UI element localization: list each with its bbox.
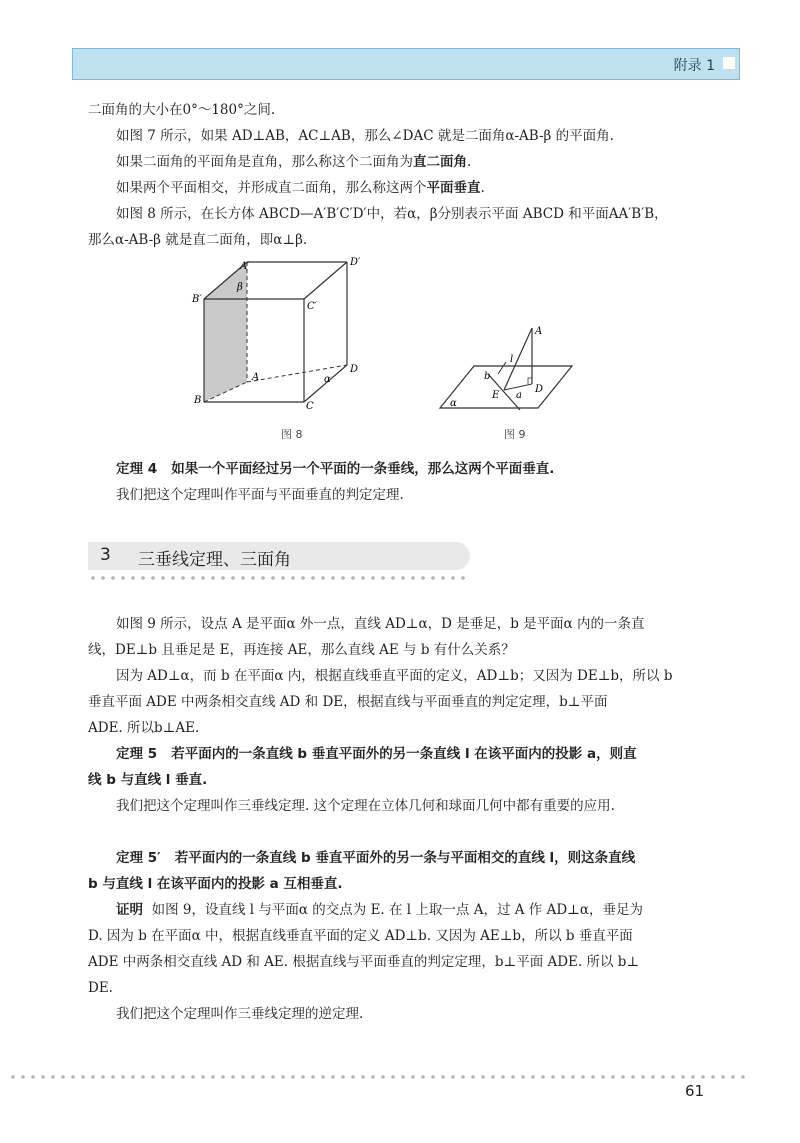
footer-dotted-rule — [8, 1074, 750, 1080]
figure-9-caption: 图 9 — [504, 428, 526, 441]
paragraph-3 — [116, 152, 471, 172]
paragraph-2: 如图 7 所示，如果 AD⊥AB，AC⊥AB，那么∠DAC 就是二面角α-AB-β 的平面角. — [116, 128, 614, 144]
term-right-dihedral: 直二面角 — [413, 154, 467, 170]
proof-text-1: 如图 9，设直线 l 与平面α 的交点为 E. 在 l 上取一点 A，过 A 作 AD⊥α，垂足为 — [151, 902, 643, 918]
theorem-4-note: 我们把这个定理叫作平面与平面垂直的判定定理. — [116, 487, 404, 503]
theorem-4-text: 如果一个平面经过另一个平面的一条垂线，那么这两个平面垂直. — [171, 461, 555, 477]
theorem-5-line-2: 线 b 与直线 l 垂直. — [88, 772, 208, 788]
theorem-5-prime-line-2: b 与直线 l 在该平面内的投影 a 互相垂直. — [88, 876, 343, 892]
body-line-4: 垂直平面 ADE 中两条相交直线 AD 和 DE，根据直线与平面垂直的判定定理，b⊥平面 — [88, 694, 608, 710]
proof-line-3: ADE 中两条相交直线 AD 和 AE. 根据直线与平面垂直的判定定理，b⊥平面 ADE. 所以 b⊥ — [88, 954, 640, 970]
theorem-5-prime-line-1 — [116, 848, 635, 868]
paragraph-5: 如图 8 所示，在长方体 ABCD—A′B′C′D′中，若α，β分别表示平面 ABCD 和平面AA′B′B， — [116, 206, 668, 222]
term-planes-perpendicular: 平面垂直 — [426, 180, 481, 196]
body-line-2: 线，DE⊥b 且垂足是 E，再连接 AE，那么直线 AE 与 b 有什么关系？ — [88, 642, 515, 658]
theorem-4-label: 定理 4 — [116, 461, 158, 477]
body-line-5: ADE. 所以b⊥AE. — [88, 720, 200, 736]
theorem-4 — [116, 459, 554, 479]
label-a: A — [252, 372, 260, 383]
label-b: B — [194, 395, 202, 406]
label-A: A — [535, 326, 543, 337]
figure-9-plane — [438, 322, 578, 414]
label-beta: β — [237, 282, 243, 293]
body-line-1: 如图 9 所示，设点 A 是平面α 外一点，直线 AD⊥α，D 是垂足，b 是平面α 内的一条直 — [116, 616, 645, 632]
page-header-bar — [72, 48, 740, 80]
paragraph-6: 那么α-AB-β 就是直二面角，即α⊥β. — [88, 232, 308, 248]
theorem-5-line-1 — [116, 744, 637, 764]
label-a-line: a — [516, 390, 522, 401]
theorem-5-note: 我们把这个定理叫作三垂线定理. 这个定理在立体几何和球面几何中都有重要的应用. — [116, 798, 615, 814]
theorem-5-prime-label: 定理 5′ — [116, 850, 161, 866]
theorem-5-text: 若平面内的一条直线 b 垂直平面外的另一条直线 l 在该平面内的投影 a，则直 — [171, 746, 637, 762]
page-number: 61 — [685, 1082, 705, 1100]
paragraph-1: 二面角的大小在0°～180°之间. — [88, 102, 276, 118]
header-square-decoration — [723, 57, 735, 69]
label-c-prime: C′ — [307, 301, 317, 312]
figure-8-cuboid — [190, 255, 380, 415]
label-b: b — [484, 371, 491, 382]
figure-8-caption: 图 8 — [281, 428, 303, 441]
paragraph-4 — [116, 178, 485, 198]
header-label: 附录 1 — [673, 58, 715, 74]
paragraph-4-text: 如果两个平面相交，并形成直二面角，那么称这两个 — [116, 180, 427, 196]
proof-line-2: D. 因为 b 在平面α 中，根据直线垂直平面的定义 AD⊥b. 又因为 AE⊥b，所以 b 垂直平面 — [88, 928, 633, 944]
label-b-prime: B′ — [192, 294, 202, 305]
proof-note: 我们把这个定理叫作三垂线定理的逆定理. — [116, 1006, 364, 1022]
paragraph-4-end: . — [480, 180, 485, 196]
label-alpha: α — [324, 374, 331, 385]
label-d-prime: D′ — [350, 257, 361, 268]
proof-label: 证明 — [116, 902, 143, 918]
label-d: D — [350, 364, 359, 375]
label-D: D — [535, 384, 544, 395]
paragraph-3-end: . — [467, 154, 472, 170]
theorem-5-label: 定理 5 — [116, 746, 158, 762]
label-E: E — [492, 390, 500, 401]
section-dotted-rule — [88, 575, 470, 581]
body-line-3: 因为 AD⊥α，而 b 在平面α 内，根据直线垂直平面的定义，AD⊥b；又因为 DE⊥b，所以 b — [116, 668, 673, 684]
label-c: C — [306, 401, 314, 412]
section-number: 3 — [100, 545, 111, 565]
paragraph-3-text: 如果二面角的平面角是直角，那么称这个二面角为 — [116, 154, 413, 170]
label-a-prime: A′ — [240, 261, 250, 272]
proof-line-4: DE. — [88, 980, 113, 996]
label-alpha: α — [450, 398, 457, 409]
section-title: 三垂线定理、三面角 — [138, 550, 291, 570]
label-l: l — [510, 354, 514, 365]
theorem-5-prime-text: 若平面内的一条直线 b 垂直平面外的另一条与平面相交的直线 l，则这条直线 — [174, 850, 636, 866]
proof-line-1 — [116, 900, 643, 920]
